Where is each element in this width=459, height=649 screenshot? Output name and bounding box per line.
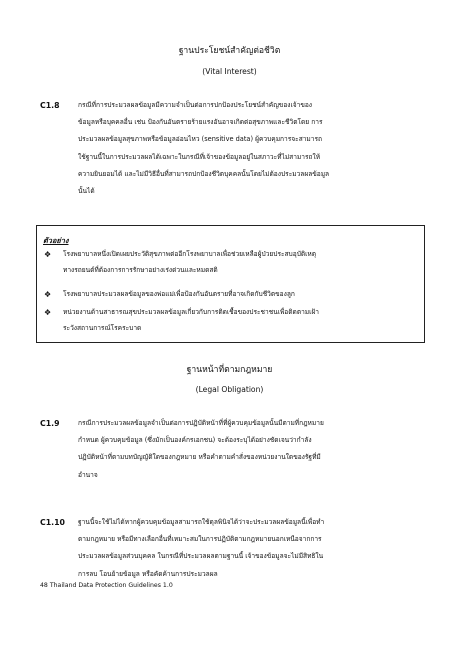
clause-text-c1-9 (78, 415, 422, 484)
text-line: โรงพยาบาลประมวลผลข้อมูลของพ่อแม่เพื่อป้องกันอันตรายที่อาจเกิดกับชีวิตของลูก (63, 290, 295, 298)
text-line: นั้นได้ (78, 187, 95, 196)
text-line: กรณีการประมวลผลข้อมูลจำเป็นต่อการปฏิบัติหน้าที่ที่ผู้ควบคุมข้อมูลนั้นมีตามที่กฎหมาย (78, 419, 324, 427)
example-item-2 (63, 287, 417, 303)
clause-number-c1-8: C1.8 (40, 101, 60, 110)
diamond-bullet-icon: ❖ (44, 290, 52, 299)
example-box-title: ตัวอย่าง (43, 236, 69, 245)
clause-number-c1-10: C1.10 (40, 518, 65, 527)
text-line: อำนาจ (78, 470, 98, 479)
text-line: การลบ โอนย้ายข้อมูล หรือคัดค้านการประมวลผล (78, 569, 218, 578)
text-line: ความยินยอมได้ และไม่มีวิธีอื่นที่สามารถปกป้องชีวิตบุคคลนั้นโดยไม่ต้องประมวลผลข้อมูล (78, 169, 330, 178)
text-line: กำหนด ผู้ควบคุมข้อมูล (ซึ่งมักเป็นองค์กรเอกชน) จะต้องระบุได้อย่างชัดเจนว่ากำลัง (78, 436, 312, 445)
text-line: ประมวลผลข้อมูลส่วนบุคคล ในกรณีที่ประมวลผลตามฐานนี้ เจ้าของข้อมูลจะไม่มีสิทธิใน (78, 552, 324, 561)
text-line: กรณีที่การประมวลผลข้อมูลมีความจำเป็นต่อการปกป้องประโยชน์สำคัญของเจ้าของ (78, 101, 313, 109)
section-subtitle-legal-obligation: (Legal Obligation) (195, 385, 264, 394)
diamond-bullet-icon: ❖ (44, 250, 52, 259)
text-line: ข้อมูลหรือบุคคลอื่น เช่น ป้องกันอันตรายร้ายแรงอันอาจเกิดต่อสุขภาพและชีวิตโดย การ (78, 118, 323, 127)
text-line: ฐานนี้จะใช้ไม่ได้หากผู้ควบคุมข้อมูลสามารถใช้ดุลพินิจได้ว่าจะประมวลผลข้อมูลนี้เพื่อทำ (78, 518, 325, 526)
page-footer: 48 Thailand Data Protection Guidelines 1.0 (40, 582, 173, 589)
example-box (36, 225, 425, 343)
clause-text-c1-10 (78, 514, 422, 583)
text-line: ตามกฎหมาย หรือมีทางเลือกอื่นที่เหมาะสมในการปฏิบัติตามกฎหมายนอกเหนือจากการ (78, 535, 322, 544)
example-item-3 (63, 305, 417, 336)
clause-text-c1-8 (78, 97, 422, 200)
diamond-bullet-icon: ❖ (44, 308, 52, 317)
text-line: ทางรถยนต์ที่ต้องการการรักษาอย่างเร่งด่วนและหมดสติ (63, 265, 218, 274)
clause-number-c1-9: C1.9 (40, 419, 60, 428)
section-subtitle-vital-interest: (Vital Interest) (202, 67, 257, 76)
example-item-1 (63, 247, 417, 278)
text-line: ระวังสถานการณ์โรคระบาด (63, 323, 142, 332)
text-line: หน่วยงานด้านสาธารณสุขประมวลผลข้อมูลเกี่ยวกับการติดเชื้อของประชาชนเพื่อติดตามเฝ้า (63, 308, 319, 316)
text-line: ประมวลผลข้อมูลสุขภาพหรือข้อมูลอ่อนไหว (sensitive data) ผู้ควบคุมการจะสามารถ (78, 135, 323, 144)
section-title-legal-obligation: ฐานหน้าที่ตามกฎหมาย (186, 365, 273, 375)
text-line: โรงพยาบาลหนึ่งเปิดเผยประวัติสุขภาพต่ออีกโรงพยาบาลเพื่อช่วยเหลือผู้ป่วยประสบอุบัติเหตุ (63, 250, 317, 258)
text-line: ใช้ฐานนี้ในการประมวลผลได้เฉพาะในกรณีที่เจ้าของข้อมูลอยู่ในสภาวะที่ไม่สามารถให้ (78, 152, 321, 161)
text-line: ปฏิบัติหน้าที่ตามบทบัญญัติใดของกฎหมาย หรือคำตามคำสั่งของหน่วยงานใดของรัฐที่มี (78, 453, 321, 462)
section-title-vital-interest: ฐานประโยชน์สำคัญต่อชีวิต (178, 46, 281, 56)
